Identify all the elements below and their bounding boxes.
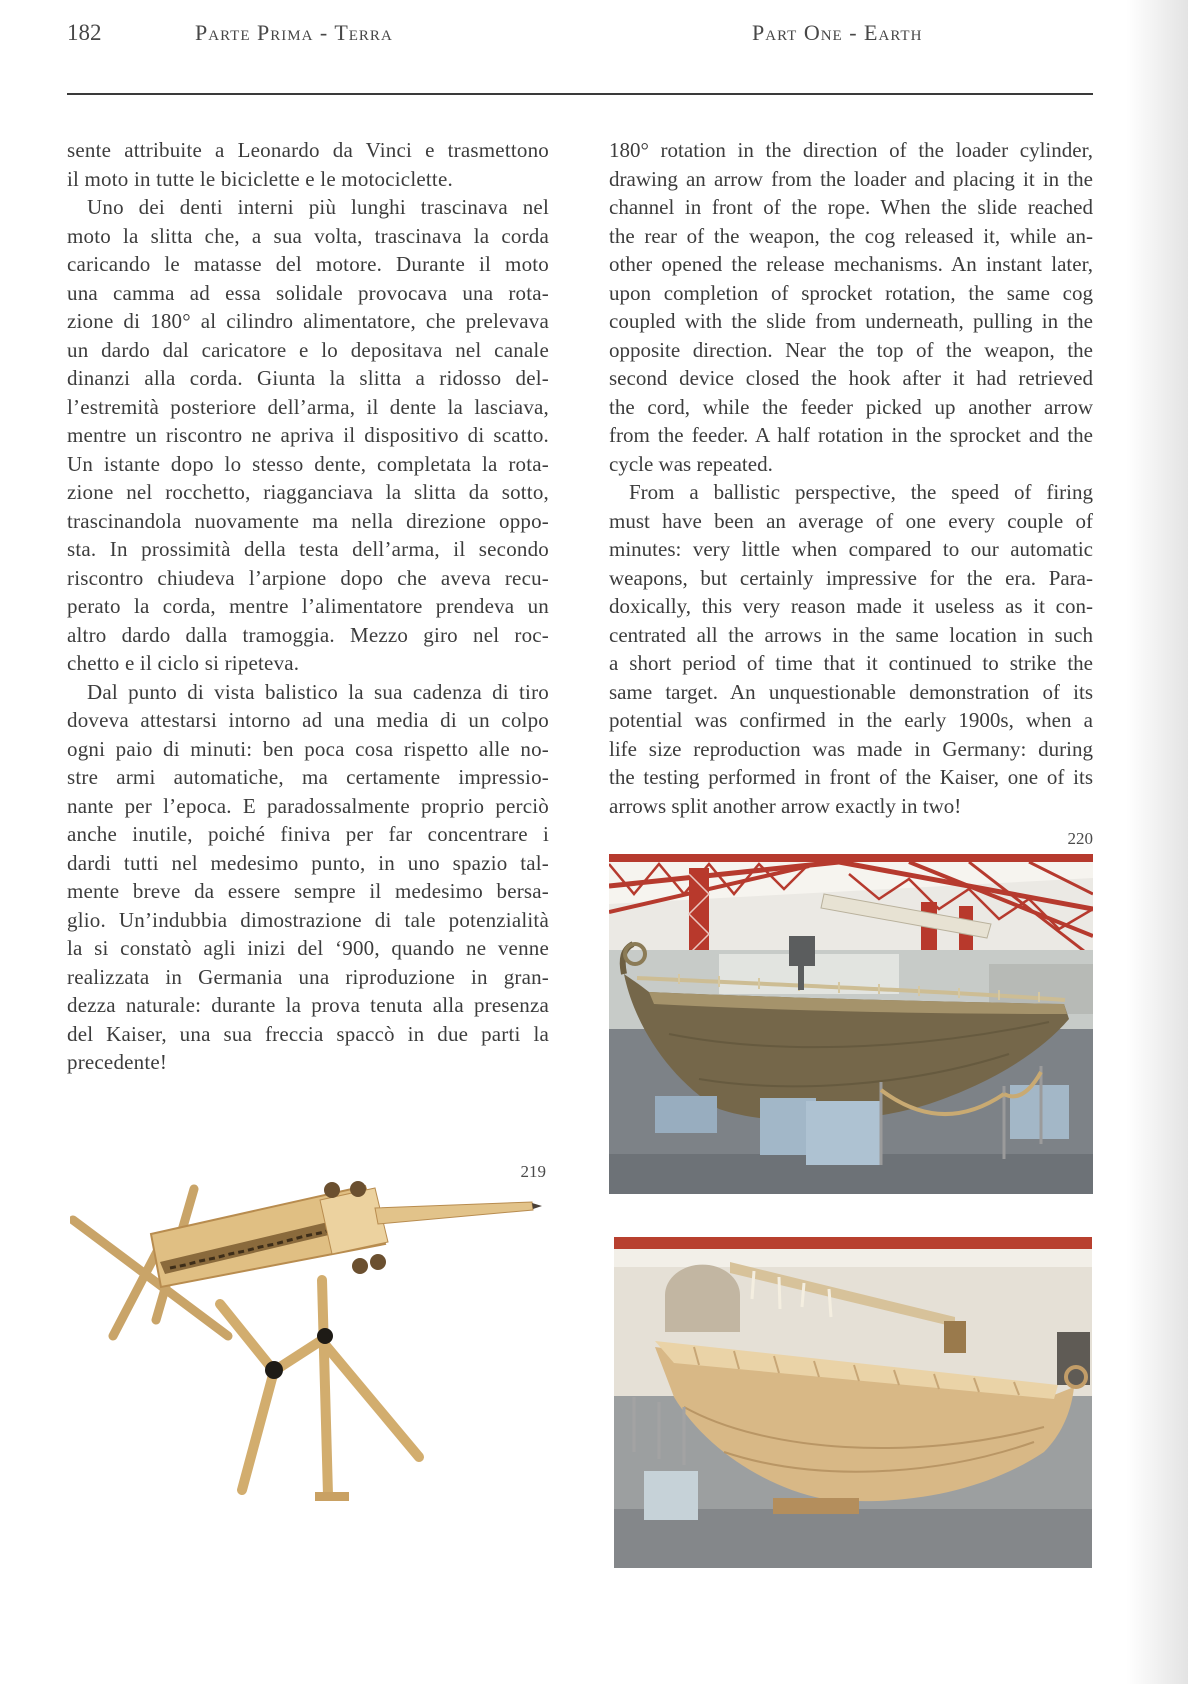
- text-line: centrated all the arrows in the same location in such: [609, 622, 1093, 647]
- text-line: l’estremità posteriore dell’arma, il dente la lasciava,: [67, 394, 549, 419]
- text-line: caricando le matasse del motore. Durante il moto: [67, 252, 549, 276]
- text-line: minutes: very little when compared to our automatic: [609, 537, 1093, 561]
- text-line: sente attribuite a Leonardo da Vinci e trasmettono: [67, 138, 549, 162]
- paragraph: [67, 193, 549, 678]
- text-line: Uno dei denti interni più lunghi trascinava nel: [87, 195, 549, 219]
- page-number: 182: [67, 20, 102, 45]
- paragraph: [609, 136, 1093, 478]
- paragraph: [67, 678, 549, 1077]
- running-header-italian: Parte Prima - Terra: [195, 20, 393, 45]
- header-rule: [67, 93, 1093, 95]
- ship-photo-side-view: [614, 1237, 1092, 1568]
- text-line: the cord, while the feeder picked up another arrow: [609, 394, 1093, 419]
- right-column-english-text: [609, 136, 1093, 820]
- running-header-english: Part One - Earth: [752, 20, 923, 45]
- text-line: ogni paio di minuti: ben poca cosa rispetto alle no-: [67, 736, 549, 761]
- crossbow-model-figure: [70, 1180, 542, 1505]
- text-line: life size reproduction was made in Germany: during: [609, 736, 1093, 761]
- text-line: must have been an average of one every couple of: [609, 508, 1093, 533]
- text-line: doveva attestarsi intorno ad una media di un colpo: [67, 708, 549, 732]
- left-column-italian-text: [67, 136, 549, 1077]
- text-line: altro dardo dalla tramoggia. Mezzo giro nel roc-: [67, 622, 549, 647]
- display-plinth: [644, 1471, 698, 1520]
- crossbow-barrel: [375, 1202, 542, 1224]
- text-line: a short period of time that it continued to strike the: [609, 651, 1093, 675]
- text-line: la si constatò agli inizi del ‘900, quando ne venne: [67, 936, 549, 960]
- text-line: upon completion of sprocket rotation, the same cog: [609, 280, 1093, 305]
- text-line: doxically, this very reason made it useless as it con-: [609, 594, 1093, 618]
- text-line: stre armi automatiche, ma certamente impressio-: [67, 765, 549, 789]
- text-line: potential was confirmed in the early 1900s, when a: [609, 708, 1093, 732]
- text-line: mentre un riscontro ne apriva il dispositivo di scatto.: [67, 423, 549, 447]
- text-line: weapons, but certainly impressive for the era. Para-: [609, 565, 1093, 590]
- text-line: dezza naturale: durante la prova tenuta alla presenza: [67, 993, 549, 1017]
- text-line: Dal punto di vista balistico la sua cadenza di tiro: [87, 679, 549, 704]
- text-line: from the feeder. A half rotation in the sprocket and the: [609, 423, 1093, 447]
- text-line: second device closed the hook after it had retrieved: [609, 366, 1093, 390]
- text-line: opposite direction. Near the top of the weapon, the: [609, 337, 1093, 362]
- text-line: chetto e il ciclo si ripeteva.: [67, 651, 300, 675]
- text-line: mente breve da essere sempre il medesimo bersa-: [67, 879, 549, 903]
- text-line: channel in front of the rope. When the slide reached: [609, 195, 1093, 219]
- text-line: drawing an arrow from the loader and placing it in the: [609, 166, 1093, 191]
- text-line: realizzata in Germania una riproduzione in gran-: [67, 964, 549, 989]
- text-line: il moto in tutte le biciclette e le motociclette.: [67, 166, 453, 191]
- text-line: other opened the release mechanisms. An instant later,: [609, 252, 1093, 276]
- text-line: perato la corda, mentre l’alimentatore prendeva un: [67, 594, 549, 618]
- text-line: moto la slitta che, a sua volta, trascinava la corda: [67, 223, 549, 248]
- text-line: riscontro chiudeva l’arpione dopo che aveva recu-: [67, 565, 549, 590]
- ship-photo-museum-hall: [609, 854, 1093, 1194]
- text-line: zione di 180° al cilindro alimentatore, che prelevava: [67, 309, 549, 333]
- text-line: dinanzi alla corda. Giunta la slitta a ridosso del-: [67, 366, 549, 390]
- figure-number-219: 219: [520, 1162, 546, 1181]
- text-line: nante per l’epoca. E paradossalmente proprio perciò: [67, 793, 549, 818]
- text-line: the rear of the weapon, the cog released it, while an-: [609, 223, 1093, 248]
- text-line: cycle was repeated.: [609, 451, 773, 476]
- text-line: una camma ad essa solidale provocava una rota-: [67, 280, 549, 305]
- text-line: zione nel rocchetto, riagganciava la slitta da sotto,: [67, 480, 549, 504]
- text-line: glio. Un’indubbia dimostrazione di tale potenzialità: [67, 907, 549, 932]
- text-line: precedente!: [67, 1050, 168, 1074]
- text-line: arrows split another arrow exactly in two!: [609, 793, 962, 818]
- red-roof-strip: [614, 1237, 1092, 1267]
- text-line: the testing performed in front of the Kaiser, one of its: [609, 765, 1093, 789]
- tripod-stand: [220, 1280, 419, 1495]
- text-line: 180° rotation in the direction of the loader cylinder,: [609, 138, 1093, 162]
- paragraph: [609, 478, 1093, 820]
- text-line: anche inutile, poiché finiva per far concentrare i: [67, 822, 549, 846]
- text-line: del Kaiser, una sua freccia spaccò in due parti la: [67, 1021, 549, 1046]
- text-line: Un istante dopo lo stesso dente, completata la rota-: [67, 451, 549, 476]
- crane-mechanism: [944, 1321, 966, 1353]
- page-gutter-shadow: [1126, 0, 1188, 1684]
- text-line: dardi tutti nel medesimo punto, in uno spazio tal-: [67, 850, 549, 875]
- text-line: coupled with the slide from underneath, pulling in the: [609, 309, 1093, 333]
- text-line: From a ballistic perspective, the speed of firing: [629, 480, 1093, 504]
- text-line: un dardo dal caricatore e lo depositava nel canale: [67, 337, 549, 362]
- text-line: sta. In prossimità della testa dell’arma, il secondo: [67, 537, 549, 561]
- paragraph: [67, 136, 549, 193]
- figure-number-220: 220: [1067, 829, 1093, 848]
- stand-foot: [315, 1492, 349, 1501]
- text-line: same target. An unquestionable demonstration of its: [609, 679, 1093, 704]
- text-line: trascinandola nuovamente ma nella direzione oppo-: [67, 508, 549, 533]
